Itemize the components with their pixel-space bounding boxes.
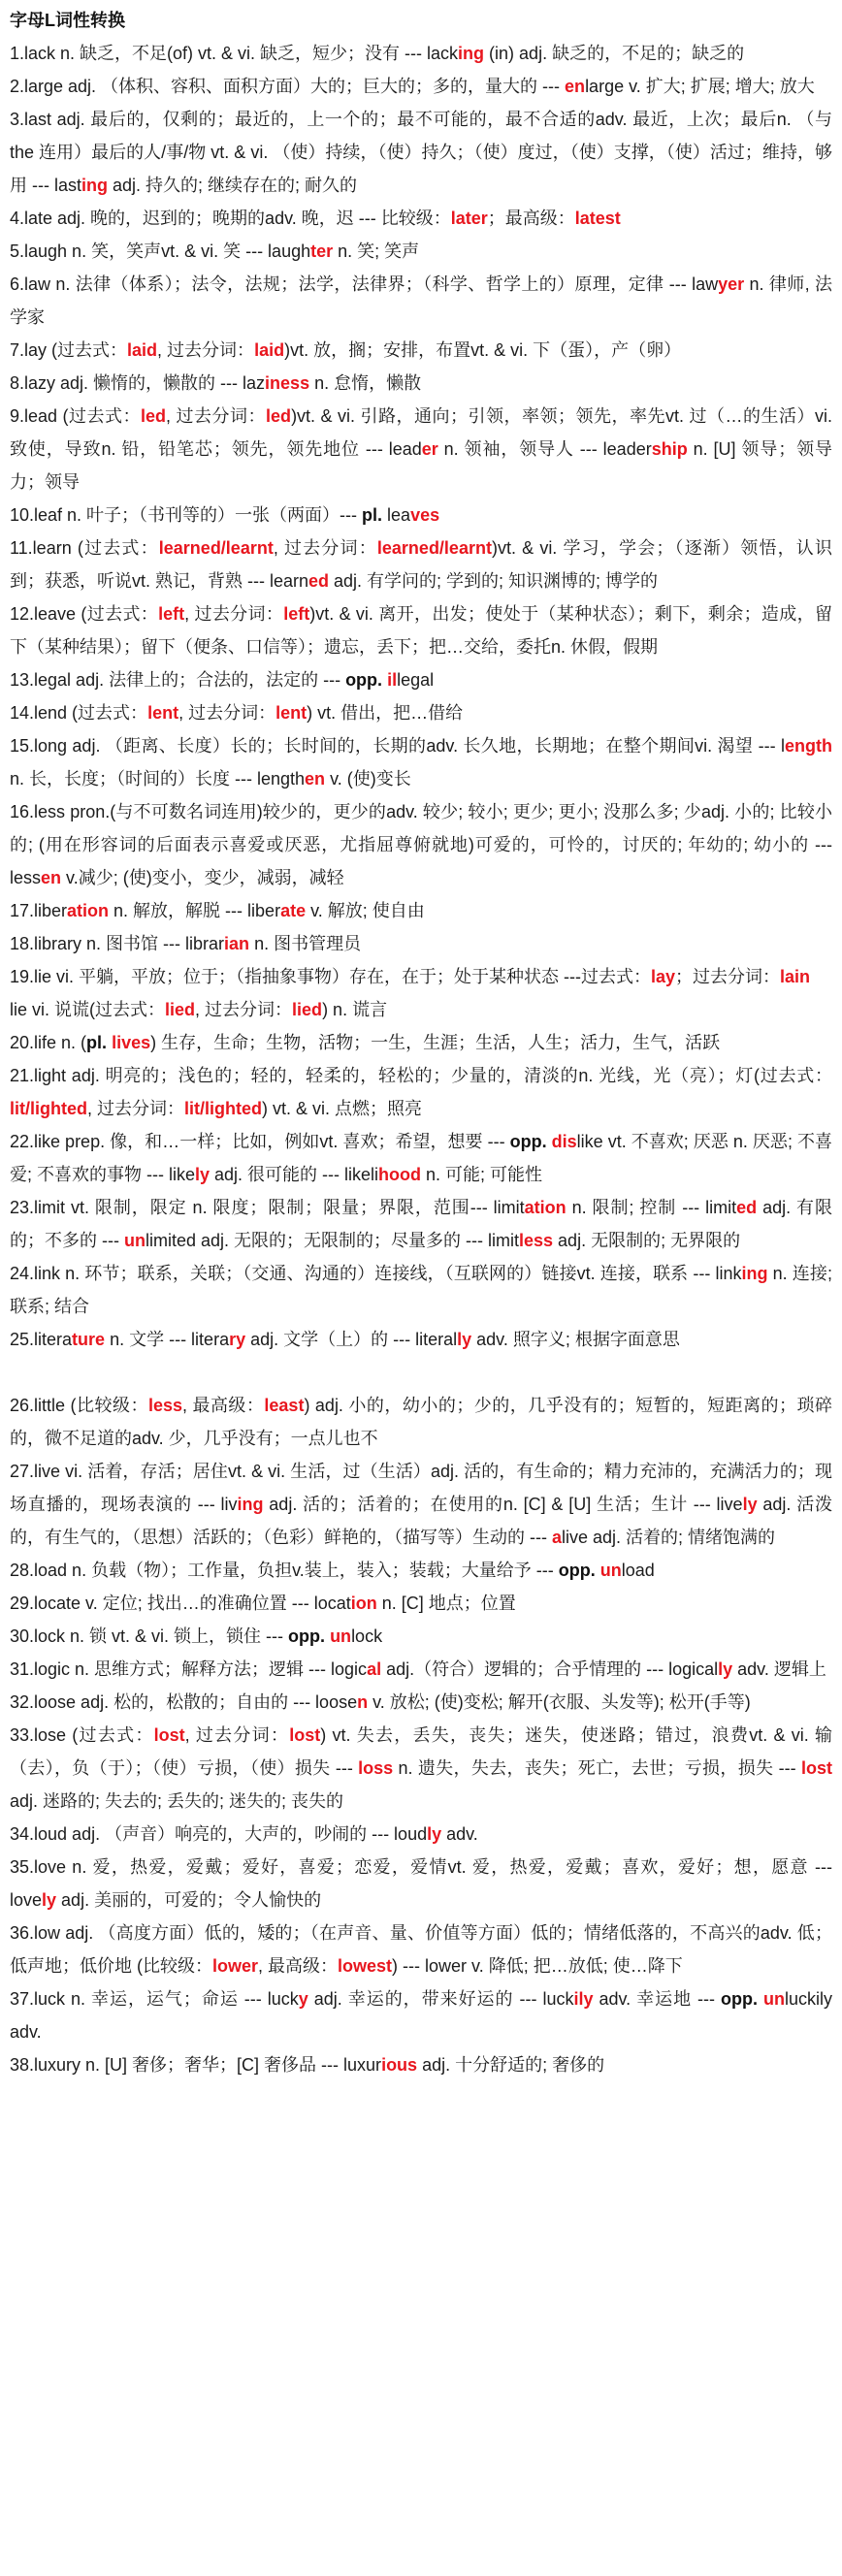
entry-19: [10, 960, 832, 993]
entry-text: 35.love n. 爱，热爱，爱戴；爱好，喜爱；恋爱，爱情vt. 爱，热爱，爱戴；喜欢，爱好；想，愿意 --- love: [10, 1857, 832, 1910]
entry-text: large v. 扩大; 扩展; 增大; 放大: [585, 77, 815, 96]
entry-text: adj. 有学问的; 学到的; 知识渊博的; 博学的: [329, 571, 659, 591]
bold-label: opp.: [558, 1561, 596, 1580]
highlighted-form: ture: [72, 1330, 106, 1349]
entry-18: [10, 927, 832, 960]
highlighted-form: loss: [358, 1758, 394, 1778]
entry-26: [10, 1323, 832, 1356]
entry-text: adj. 文学（上）的 --- literal: [245, 1330, 458, 1349]
entry-text: , 过去分词：: [87, 1099, 185, 1118]
entry-23: [10, 1125, 832, 1191]
highlighted-form: ry: [229, 1330, 246, 1349]
entry-24: [10, 1191, 832, 1257]
highlighted-form: ves: [410, 505, 440, 525]
entry-27: [10, 1389, 832, 1455]
highlighted-form: learned/learnt: [158, 538, 274, 558]
entry-text: n. [U] 领导；领导力；领导: [10, 439, 832, 492]
entry-4: [10, 202, 832, 235]
entry-text: adv. 逻辑上: [732, 1659, 826, 1679]
entry-25: [10, 1257, 832, 1323]
entry-text: ) --- lower v. 降低; 把…放低; 使…降下: [392, 1956, 683, 1976]
entry-text: (in) adj. 缺乏的，不足的；缺乏的: [484, 44, 745, 63]
highlighted-form: ily: [573, 1989, 594, 2009]
entry-text: ；过去分词：: [675, 967, 781, 986]
entry-text: 20.life n. (: [10, 1033, 87, 1052]
entry-28: [10, 1455, 832, 1554]
entry-text: )vt. & vi. 引路，通向；引领，率领；领先，率先vt. 过（…的生活）vi. 致使，导致n. 铅，铅笔芯；领先，领先地位 --- lead: [10, 406, 832, 459]
entry-text: )vt. 放，搁；安排，布置vt. & vi. 下（蛋），产（卵）: [284, 340, 682, 360]
entry-text: 14.lend (过去式：: [10, 703, 148, 723]
entry-text: n. 遗失，失去，丧失；死亡，去世；亏损，损失 ---: [393, 1758, 801, 1778]
entry-text: 4.late adj. 晚的，迟到的；晚期的adv. 晚，迟 --- 比较级：: [10, 209, 451, 228]
entry-text: adj. 十分舒适的; 奢侈的: [417, 2055, 605, 2075]
entry-11: [10, 531, 832, 597]
entry-text: adj. 很可能的 --- likeli: [210, 1165, 379, 1184]
highlighted-form: yer: [718, 274, 745, 294]
entry-text: , 过去分词：: [195, 1000, 293, 1019]
entry-6: [10, 268, 832, 334]
highlighted-form: ing: [81, 176, 108, 195]
highlighted-form: un: [330, 1626, 352, 1646]
entry-text: v. (使)变长: [325, 769, 411, 789]
highlighted-form: lay: [651, 967, 676, 986]
page-title: 字母L词性转换: [10, 11, 125, 30]
entry-text: adv.: [441, 1824, 478, 1844]
entry-text: like vt. 不喜欢; 厌恶 n. 厌恶; 不喜爱; 不喜欢的事物 --- like: [10, 1132, 832, 1184]
entry-text: 30.lock n. 锁 vt. & vi. 锁上，锁住 ---: [10, 1626, 289, 1646]
entry-text: v. 解放; 使自由: [306, 901, 425, 920]
highlighted-form: iness: [265, 373, 310, 393]
entry-text: n. 连接; 联系; 结合: [10, 1264, 832, 1316]
entry-text: 7.lay (过去式：: [10, 340, 128, 360]
entry-text: 3.last adj. 最后的，仅剩的；最近的，上一个的；最不可能的，最不合适的adv. 最近，上次；最后n. （与 the 连用）最后的人/事/物 vt. & vi. （使）持续，（使）持久；（使）度过，（使）支撑，（使）活过；维持，够用 --- last: [10, 110, 832, 195]
entry-text: ) vt. 借出，把…借给: [307, 703, 464, 723]
highlighted-form: laid: [254, 340, 285, 360]
highlighted-form: en: [305, 769, 326, 789]
highlighted-form: un: [762, 1989, 785, 2009]
highlighted-form: ation: [524, 1198, 567, 1217]
bold-label: opp.: [720, 1989, 758, 2009]
highlighted-form: left: [158, 604, 185, 624]
entry-text: 38.luxury n. [U] 奢侈；奢华；[C] 奢侈品 --- luxur: [10, 2055, 382, 2075]
entry-text: 36.low adj. （高度方面）低的，矮的；（在声音、量、价值等方面）低的；情绪低落的，不高兴的adv. 低；低声地；低价地 (比较级：: [10, 1923, 832, 1976]
highlighted-form: ength: [785, 736, 832, 756]
highlighted-form: lit/lighted: [10, 1099, 87, 1118]
entry-10: [10, 499, 832, 531]
entry-text: ) n. 谎言: [322, 1000, 388, 1019]
entry-text: n. [C] 地点；位置: [376, 1594, 516, 1613]
entry-text: limited adj. 无限的；无限制的；尽量多的 --- limit: [145, 1231, 519, 1250]
entry-29: [10, 1554, 832, 1587]
entry-32: [10, 1653, 832, 1686]
entry-text: 8.lazy adj. 懒惰的，懒散的 --- laz: [10, 373, 266, 393]
entry-20: [10, 993, 832, 1026]
entry-text: adj. 迷路的; 失去的; 丢失的; 迷失的; 丧失的: [10, 1791, 344, 1811]
entry-14: [10, 696, 832, 729]
entry-37: [10, 1916, 832, 1982]
entry-text: lie vi. 说谎(过去式：: [10, 1000, 166, 1019]
entry-text: , 过去分词：: [273, 538, 377, 558]
entry-text: n. 限制; 控制 --- limit: [566, 1198, 737, 1217]
entry-text: v. 放松; (使)变松; 解开(衣服、头发等); 松开(手等): [368, 1692, 751, 1712]
entry-38: [10, 1982, 832, 2048]
entry-text: luckily adv.: [10, 1989, 832, 2042]
entry-text: n. 解放，解脱 --- liber: [109, 901, 281, 920]
entry-text: n. 领袖，领导人 --- leader: [437, 439, 652, 459]
entry-text: v.减少; (使)变小，变少，减弱，减轻: [61, 868, 344, 887]
entry-text: adv. 照字义; 根据字面意思: [471, 1330, 680, 1349]
entry-text: 6.law n. 法律（体系）；法令，法规；法学，法律界；（科学、哲学上的）原理，定律 --- law: [10, 274, 719, 294]
entry-text: ) vt. & vi. 点燃；照亮: [262, 1099, 423, 1118]
entry-text: 1.lack n. 缺乏，不足(of) vt. & vi. 缺乏，短少；没有 --- lack: [10, 44, 459, 63]
bold-label: pl.: [86, 1033, 108, 1052]
entry-text: , 最高级：: [181, 1396, 265, 1415]
highlighted-form: ing: [741, 1264, 768, 1283]
entry-12: [10, 597, 832, 663]
highlighted-form: dis: [551, 1132, 577, 1151]
highlighted-form: n: [357, 1692, 369, 1712]
entry-text: adj. 活泼的，有生气的，（思想）活跃的；（色彩）鲜艳的，（描写等）生动的 ---: [10, 1495, 832, 1547]
highlighted-form: learned/learnt: [376, 538, 492, 558]
entry-text: n. 文学 --- litera: [105, 1330, 230, 1349]
entry-text: n. 可能; 可能性: [421, 1165, 543, 1184]
entry-15: [10, 729, 832, 795]
highlighted-form: ing: [237, 1495, 264, 1514]
entry-9: [10, 400, 832, 499]
entry-text: 28.load n. 负载（物）；工作量，负担v.装上，装入；装载；大量给予 ---: [10, 1561, 559, 1580]
entry-text: 9.lead (过去式：: [10, 406, 142, 426]
highlighted-form: ing: [458, 44, 485, 63]
entry-text: 19.lie vi. 平躺，平放；位于；（指抽象事物）存在，在于；处于某种状态 ---过去式：: [10, 967, 652, 986]
entry-text: 23.limit vt. 限制，限定 n. 限度；限制；限量；界限，范围--- limit: [10, 1198, 525, 1217]
entry-8: [10, 367, 832, 400]
entry-text: 2.large adj. （体积、容积、面积方面）大的；巨大的；多的，量大的 ---: [10, 77, 566, 96]
entry-text: 27.live vi. 活着，存活；居住vt. & vi. 生活，过（生活）adj. 活的，有生命的；精力充沛的，充满活力的；现场直播的，现场表演的 --- liv: [10, 1462, 832, 1514]
highlighted-form: lent: [275, 703, 308, 723]
highlighted-form: lain: [780, 967, 811, 986]
highlighted-form: latest: [574, 209, 621, 228]
highlighted-form: hood: [378, 1165, 422, 1184]
entry-text: )vt. & vi. 学习，学会；（逐渐）领悟，认识到；获悉，听说vt. 熟记，背熟 --- learn: [10, 538, 832, 591]
highlighted-form: laid: [127, 340, 158, 360]
highlighted-form: ly: [742, 1495, 758, 1514]
entry-text: load: [621, 1561, 655, 1580]
highlighted-form: lost: [289, 1725, 321, 1745]
entry-35: [10, 1818, 832, 1851]
entry-text: 21.light adj. 明亮的；浅色的；轻的，轻柔的，轻松的；少量的，清淡的n. 光线，光（亮）；灯(过去式：: [10, 1066, 832, 1085]
highlighted-form: later: [450, 209, 488, 228]
entry-text: , 过去分词：: [157, 340, 255, 360]
entry-text: adj. 无限制的; 无界限的: [553, 1231, 741, 1250]
entry-17: [10, 894, 832, 927]
highlighted-form: ly: [457, 1330, 472, 1349]
highlighted-form: ed: [736, 1198, 758, 1217]
entry-text: n. 怠惰，懒散: [309, 373, 422, 393]
entry-22: [10, 1059, 832, 1125]
entry-text: 11.learn (过去式：: [10, 538, 159, 558]
entry-text: 16.less pron.(与不可数名词连用)较少的，更少的adv. 较少; 较小; 更少; 更小; 没那么多; 少adj. 小的; 比较小的; (用在形容词的后面表示喜爱或厌恶，尤指屈尊俯就地)可爱的，可怜的，讨厌的; 年幼的; 幼小的 --- less: [10, 802, 832, 887]
entry-text: 29.locate v. 定位; 找出…的准确位置 --- locat: [10, 1594, 351, 1613]
entry-text: 5.laugh n. 笑，笑声vt. & vi. 笑 --- laugh: [10, 242, 311, 261]
entry-text: n. 律师, 法学家: [10, 274, 833, 327]
entry-text: 17.liber: [10, 901, 68, 920]
entry-text: n. 笑; 笑声: [333, 242, 420, 261]
highlighted-form: ious: [381, 2055, 418, 2075]
entry-text: 26.little (比较级：: [10, 1396, 148, 1415]
highlighted-form: lied: [292, 1000, 323, 1019]
highlighted-form: un: [599, 1561, 622, 1580]
entry-text: adj. 幸运的，带来好运的 --- luck: [308, 1989, 574, 2009]
entry-5: [10, 235, 832, 268]
highlighted-form: lowest: [338, 1956, 393, 1976]
highlighted-form: ter: [310, 242, 334, 261]
entry-text: 33.lose (过去式：: [10, 1725, 154, 1745]
entry-text: 31.logic n. 思维方式；解释方法；逻辑 --- logic: [10, 1659, 368, 1679]
entry-text: ) adj. 小的，幼小的；少的，几乎没有的；短暂的，短距离的；琐碎的，微不足道的adv. 少，几乎没有；一点儿也不: [10, 1396, 832, 1448]
highlighted-form: er: [421, 439, 438, 459]
entry-text: adj. 活的；活着的；在使用的n. [C] & [U] 生活；生计 --- live: [263, 1495, 743, 1514]
highlighted-form: left: [283, 604, 310, 624]
entry-1: [10, 37, 832, 70]
highlighted-form: ly: [718, 1659, 733, 1679]
entry-text: )vt. & vi. 离开，出发；使处于（某种状态）；剩下，剩余；造成，留下（某种结果）；留下（便条、口信等）；遗忘，丢下；把…交给，委托n. 休假，假期: [10, 604, 832, 657]
entry-7: [10, 334, 832, 367]
entry-text: , 过去分词：: [166, 406, 267, 426]
highlighted-form: lives: [112, 1033, 151, 1052]
highlighted-form: un: [123, 1231, 146, 1250]
entry-text: 15.long adj. （距离、长度）长的；长时间的，长期的adv. 长久地，长期地；在整个期间vi. 渴望 --- l: [10, 736, 785, 756]
highlighted-form: lit/lighted: [184, 1099, 263, 1118]
highlighted-form: ian: [224, 934, 250, 953]
entry-list: [10, 37, 832, 2081]
entry-33: [10, 1686, 832, 1719]
entry-text: adj.（符合）逻辑的；合乎情理的 --- logical: [381, 1659, 719, 1679]
entry-text: 22.like prep. 像，和…一样；比如，例如vt. 喜欢；希望，想要 ---: [10, 1132, 510, 1151]
entry-39: [10, 2048, 832, 2081]
entry-34: [10, 1719, 832, 1818]
entry-text: 34.loud adj. （声音）响亮的，大声的，吵闹的 --- loud: [10, 1824, 428, 1844]
highlighted-form: ion: [350, 1594, 377, 1613]
highlighted-form: ly: [427, 1824, 442, 1844]
entry-text: 10.leaf n. 叶子；（书刊等的）一张（两面）---: [10, 505, 363, 525]
entry-36: [10, 1851, 832, 1916]
entry-text: , 过去分词：: [184, 604, 284, 624]
highlighted-form: ly: [195, 1165, 210, 1184]
highlighted-form: led: [141, 406, 167, 426]
entry-text: n. 图书管理员: [249, 934, 362, 953]
entry-text: adv. 幸运地 ---: [593, 1989, 721, 2009]
highlighted-form: lost: [153, 1725, 185, 1745]
highlighted-form: least: [264, 1396, 305, 1415]
entry-21: [10, 1026, 832, 1059]
highlighted-form: ed: [308, 571, 330, 591]
entry-text: ；最高级：: [487, 209, 575, 228]
entry-text: legal: [397, 670, 435, 690]
entry-text: 13.legal adj. 法律上的；合法的，法定的 ---: [10, 670, 346, 690]
entry-text: ) vt. 失去，丢失，丧失；迷失，使迷路；错过，浪费vt. & vi. 输（去），负（于）；（使）亏损，（使）损失 ---: [10, 1725, 832, 1778]
entry-2: [10, 70, 832, 103]
highlighted-form: lost: [801, 1758, 833, 1778]
highlighted-form: lied: [165, 1000, 196, 1019]
highlighted-form: ship: [651, 439, 688, 459]
bold-label: pl.: [362, 505, 383, 525]
highlighted-form: en: [565, 77, 586, 96]
entry-text: , 过去分词：: [178, 703, 276, 723]
highlighted-form: led: [266, 406, 292, 426]
entry-text: n. 长，长度；（时间的）长度 --- length: [10, 769, 306, 789]
entry-text: adj. 有限的；不多的 ---: [10, 1198, 832, 1250]
highlighted-form: al: [367, 1659, 382, 1679]
entry-text: , 过去分词：: [184, 1725, 290, 1745]
bold-label: opp.: [509, 1132, 547, 1151]
highlighted-form: ation: [67, 901, 110, 920]
entry-30: [10, 1587, 832, 1620]
entry-text: 12.leave (过去式：: [10, 604, 159, 624]
highlighted-form: less: [519, 1231, 554, 1250]
bold-label: opp.: [345, 670, 383, 690]
highlighted-form: a: [551, 1528, 562, 1547]
highlighted-form: less: [147, 1396, 182, 1415]
entry-text: lock: [351, 1626, 383, 1646]
entry-31: [10, 1620, 832, 1653]
entry-16: [10, 795, 832, 894]
highlighted-form: lent: [147, 703, 179, 723]
entry-text: live adj. 活着的; 情绪饱满的: [562, 1528, 776, 1547]
highlighted-form: il: [387, 670, 398, 690]
entry-text: 37.luck n. 幸运，运气；命运 --- luck: [10, 1989, 299, 2009]
entry-text: 24.link n. 环节；联系，关联；（交通、沟通的）连接线，（互联网的）链接vt. 连接，联系 --- link: [10, 1264, 742, 1283]
entry-3: [10, 103, 832, 202]
entry-text: ) 生存，生命；生物，活物；一生，生涯；生活，人生；活力，生气，活跃: [150, 1033, 721, 1052]
entry-text: 18.library n. 图书馆 --- librar: [10, 934, 225, 953]
highlighted-form: lower: [212, 1956, 259, 1976]
entry-text: adj. 持久的; 继续存在的; 耐久的: [108, 176, 358, 195]
bold-label: opp.: [288, 1626, 326, 1646]
entry-text: lea: [382, 505, 411, 525]
entry-text: 32.loose adj. 松的，松散的；自由的 --- loose: [10, 1692, 358, 1712]
entry-text: adj. 美丽的，可爱的；令人愉快的: [56, 1890, 322, 1910]
entry-text: , 最高级：: [258, 1956, 339, 1976]
highlighted-form: y: [298, 1989, 308, 2009]
entry-13: [10, 663, 832, 696]
highlighted-form: ate: [280, 901, 307, 920]
highlighted-form: ly: [42, 1890, 57, 1910]
highlighted-form: en: [41, 868, 62, 887]
entry-text: 25.litera: [10, 1330, 73, 1349]
